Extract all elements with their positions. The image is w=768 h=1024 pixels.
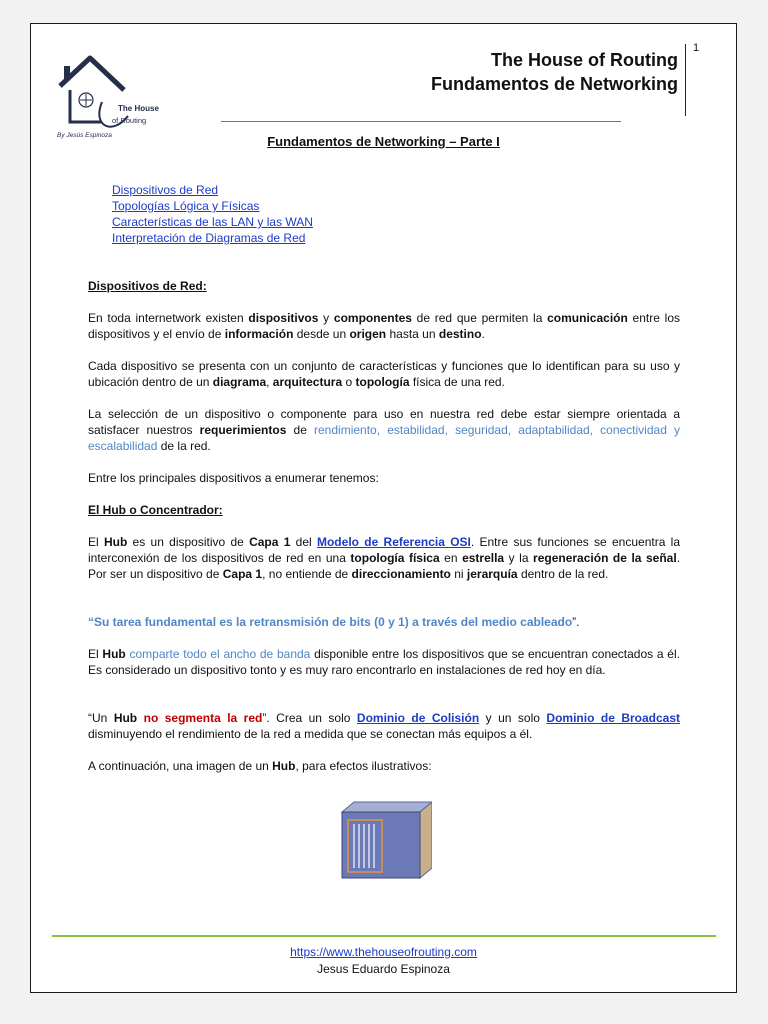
toc-link-diagramas[interactable]: Interpretación de Diagramas de Red xyxy=(112,231,306,245)
toc-link-topologias[interactable]: Topologías Lógica y Físicas xyxy=(112,199,260,213)
table-of-contents xyxy=(112,182,313,246)
document-title: Fundamentos de Networking – Parte I xyxy=(267,134,500,149)
logo-text-line2: of Routing xyxy=(112,116,147,125)
footer-author: Jesus Eduardo Espinoza xyxy=(317,962,450,976)
quote: “Su tarea fundamental es la retransmisión de bits (0 y 1) a través del medio cableado”. xyxy=(88,615,580,629)
paragraph: Cada dispositivo se presenta con un conjunto de características y funciones que lo identifican para su uso y ubicación dentro de un diagrama, arquitectura o topología física de una red. xyxy=(88,359,680,389)
hub-device-image xyxy=(340,800,432,880)
link-modelo-osi[interactable]: Modelo de Referencia OSI xyxy=(316,535,471,549)
footer-rule xyxy=(52,935,716,937)
paragraph: “Un Hub no segmenta la red”. Crea un solo Dominio de Colisión y un solo Dominio de Broadcast disminuyendo el rendimiento de la red a medida que se conectan más equipos a él. xyxy=(88,711,681,741)
document-page xyxy=(30,23,737,993)
paragraph: A continuación, una imagen de un Hub, para efectos ilustrativos: xyxy=(88,759,432,773)
header-rule xyxy=(221,121,621,122)
house-of-routing-logo xyxy=(52,46,162,146)
header-divider xyxy=(685,44,686,116)
paragraph: Entre los principales dispositivos a enumerar tenemos: xyxy=(88,471,379,485)
paragraph: La selección de un dispositivo o componente para uso en nuestra red debe estar siempre orientada a satisfacer nuestros requerimientos de rendimiento, estabilidad, seguridad, adaptabilidad, conectividad y escalabilidad de la red. xyxy=(88,407,681,453)
section-heading-hub: El Hub o Concentrador: xyxy=(88,503,223,517)
header-title-line2: Fundamentos de Networking xyxy=(430,74,678,94)
hub-icon xyxy=(340,800,432,880)
section-heading-dispositivos: Dispositivos de Red: xyxy=(88,279,207,293)
footer-website-link[interactable]: https://www.thehouseofrouting.com xyxy=(290,945,477,959)
page-number: 1 xyxy=(693,42,700,54)
paragraph: El Hub es un dispositivo de Capa 1 del Modelo de Referencia OSI. Entre sus funciones se encuentra la interconexión de los dispositivos de red en una topología física en estrella y la regeneración de la señal. Por ser un dispositivo de Capa 1, no entiende de direccionamiento ni jerarquía dentro de la red. xyxy=(88,535,681,581)
toc-link-dispositivos[interactable]: Dispositivos de Red xyxy=(112,183,219,197)
header-title xyxy=(431,48,678,96)
toc-link-lan-wan[interactable]: Características de las LAN y las WAN xyxy=(112,215,313,229)
logo-text-line1: The House xyxy=(118,104,159,113)
logo-byline: By Jesús Espinoza xyxy=(57,132,112,139)
header-title-line1: The House of Routing xyxy=(491,50,678,70)
house-logo-icon xyxy=(52,46,162,146)
paragraph: En toda internetwork existen dispositivos y componentes de red que permiten la comunicación entre los dispositivos y el envío de información desde un origen hasta un destino. xyxy=(88,311,680,341)
paragraph: El Hub comparte todo el ancho de banda disponible entre los dispositivos que se encuentran conectados a él. Es considerado un dispositivo tonto y es muy raro encontrarlo en instalaciones de red hoy en día. xyxy=(88,647,680,677)
link-dominio-colision[interactable]: Dominio de Colisión xyxy=(356,711,480,725)
link-dominio-broadcast[interactable]: Dominio de Broadcast xyxy=(546,711,681,725)
